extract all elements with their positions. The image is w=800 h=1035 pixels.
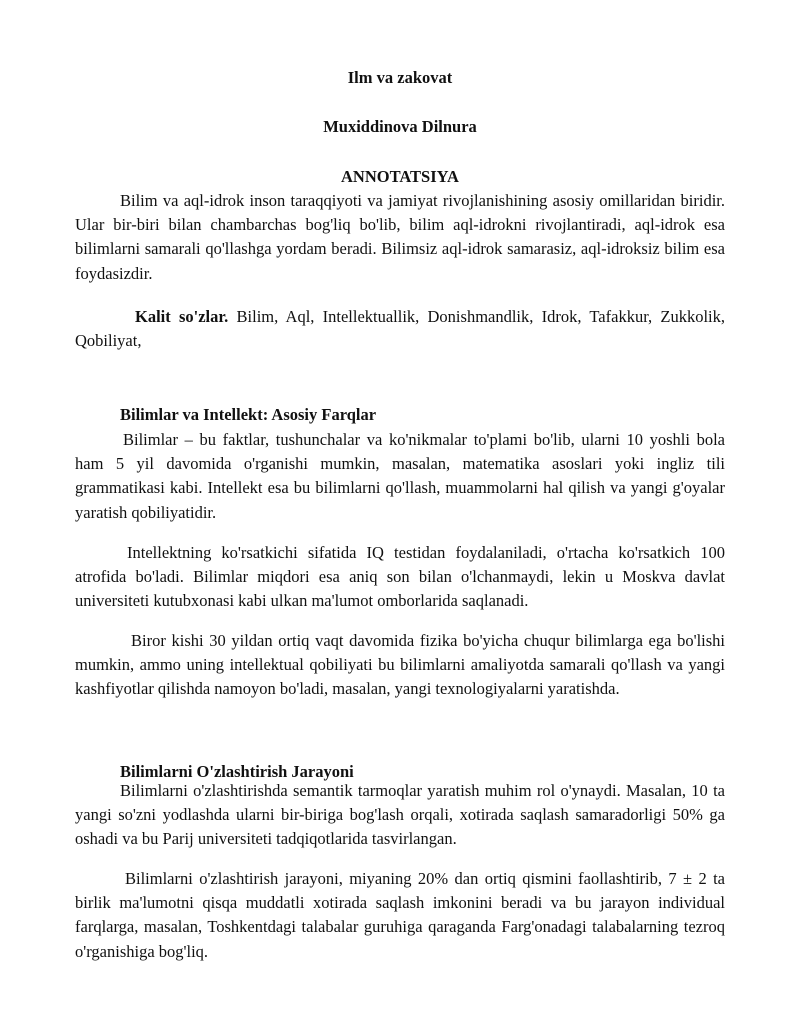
section-heading-knowledge-vs-intellect: Bilimlar va Intellekt: Asosiy Farqlar	[120, 405, 377, 424]
section-heading-knowledge-acquisition: Bilimlarni O'zlashtirish Jarayoni	[120, 762, 354, 781]
section1-paragraph-1: Bilimlar – bu faktlar, tushunchalar va ko'nikmalar to'plami bo'lib, ularni 10 yoshli bola ham 5 yil davomida o'rganishi mumkin, masalan, matematika asoslari yoki ingliz tili grammatikasi kabi. Intellekt esa bu bilimlarni qo'llash, muammolarni hal qilish va yangi g'oyalar yaratish qobiliyatidir.	[75, 430, 725, 522]
paper-title: Ilm va zakovat	[347, 68, 453, 87]
section2-paragraph-2: Bilimlarni o'zlashtirish jarayoni, miyaning 20% dan ortiq qismini faollashtirib, 7 ± 2 ta birlik ma'lumotni qisqa muddatli xotirada saqlash imkonini beradi va bu jarayon individual farqlarga, masalan, Toshkentdagi talabalar guruhiga qaraganda Farg'onadagi talabalarning tezroq o'rganishiga bog'liq.	[75, 869, 725, 961]
section2-paragraph-1: Bilimlarni o'zlashtirishda semantik tarmoqlar yaratish muhim rol o'ynaydi. Masalan, 10 ta yangi so'zni yodlashda ularni bir-biriga bog'lash orqali, xotirada saqlash samaradorligi 50% ga oshadi va bu Parij universiteti tadqiqotlarida tasvirlangan.	[75, 781, 725, 849]
section1-paragraph-2: Intellektning ko'rsatkichi sifatida IQ testidan foydalaniladi, o'rtacha ko'rsatkich 100 atrofida bo'ladi. Bilimlar miqdori esa aniq son bilan o'lchanmaydi, lekin u Moskva davlat universiteti kutubxonasi kabi ulkan ma'lumot omborlarida saqlanadi.	[75, 543, 725, 611]
keywords-list: Bilim, Aql, Intellektuallik, Donishmandlik, Idrok, Tafakkur, Zukkolik, Qobiliyat,	[75, 307, 725, 351]
keywords-label: Kalit so'zlar.	[135, 307, 229, 326]
annotation-heading: ANNOTATSIYA	[341, 167, 459, 186]
abstract-paragraph: Bilim va aql-idrok inson taraqqiyoti va jamiyat rivojlanishining asosiy omillaridan biridir. Ular bir-biri bilan chambarchas bog'liq bo'lib, bilim aql-idrokni rivojlantiradi, aql-idrok esa bilimlarni samarali qo'llashga yordam beradi. Bilimsiz aql-idrok samarasiz, aql-idroksiz bilim esa foydasizdir.	[75, 191, 725, 283]
author-name: Muxiddinova Dilnura	[323, 117, 477, 136]
keywords-paragraph	[75, 305, 725, 353]
section1-paragraph-3: Biror kishi 30 yildan ortiq vaqt davomida fizika bo'yicha chuqur bilimlarga ega bo'lishi mumkin, ammo uning intellektual qobiliyati bu bilimlarni amaliyotda samarali qo'llash va yangi kashfiyotlar qilishda namoyon bo'ladi, masalan, yangi texnologiyalarni yaratishda.	[75, 631, 725, 699]
